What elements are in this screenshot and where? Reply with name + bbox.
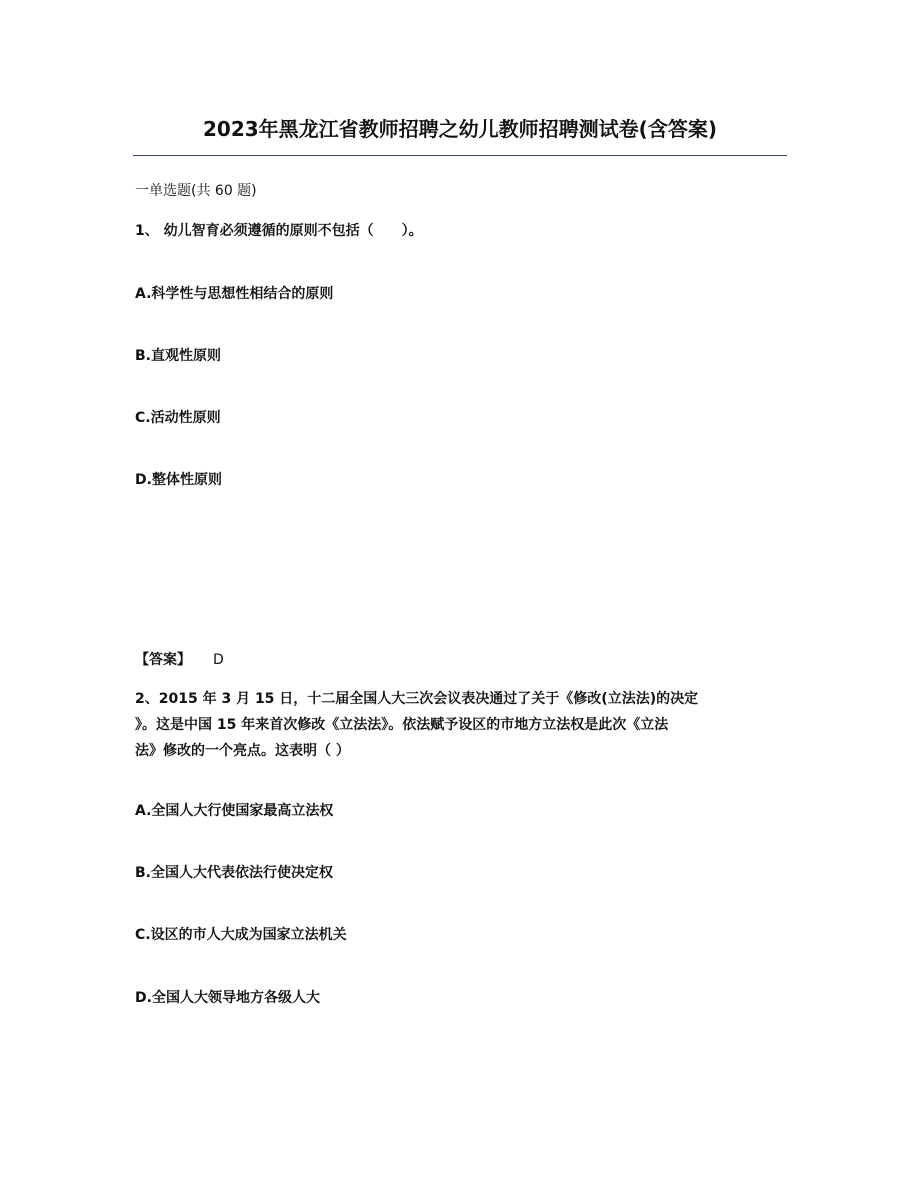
question-1-stem: 1、 幼儿智育必须遵循的原则不包括（ ）。 [135,223,423,239]
answer-label: 【答案】 [135,652,191,668]
question-1-answer [135,650,224,670]
question-1-option-d: D.整体性原则 [135,472,222,488]
question-2-option-c: C.设区的市人大成为国家立法机关 [135,927,347,943]
document-title: 2023年黑龙江省教师招聘之幼儿教师招聘测试卷(含答案) [203,117,717,141]
question-2-option-b: B.全国人大代表依法行使决定权 [135,865,333,881]
question-2-stem-line-2: 》。这是中国 15 年来首次修改《立法法》。依法赋予设区的市地方立法权是此次《立法 [135,717,669,733]
question-2-option-d: D.全国人大领导地方各级人大 [135,990,320,1006]
section-heading: 一单选题(共 60 题) [135,183,257,199]
question-1-option-c: C.活动性原则 [135,410,221,426]
question-2-option-a: A.全国人大行使国家最高立法权 [135,803,334,819]
question-1-option-b: B.直观性原则 [135,348,221,364]
question-1-option-a: A.科学性与思想性相结合的原则 [135,286,334,302]
answer-value: D [213,652,224,668]
question-2-stem-line-3: 法》修改的一个亮点。这表明（ ） [135,743,350,759]
question-2-stem-line-1: 2、2015 年 3 月 15 日，十二届全国人大三次会议表决通过了关于《修改(立法法)的决定 [135,691,699,707]
title-underline [133,155,787,156]
